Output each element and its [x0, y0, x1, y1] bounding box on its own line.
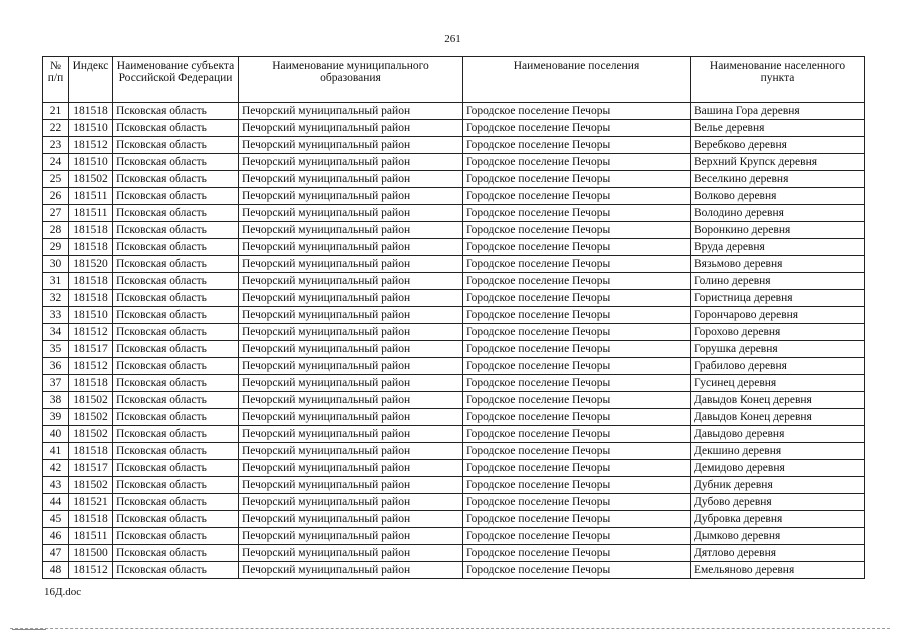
cell-municipality: Печорский муниципальный район: [239, 154, 463, 171]
cell-postal-index: 181518: [69, 511, 113, 528]
cell-federal-subject: Псковская область: [113, 171, 239, 188]
cell-postal-index: 181518: [69, 222, 113, 239]
cell-municipality: Печорский муниципальный район: [239, 222, 463, 239]
cell-row-number: 40: [43, 426, 69, 443]
cell-row-number: 33: [43, 307, 69, 324]
cell-federal-subject: Псковская область: [113, 511, 239, 528]
cell-federal-subject: Псковская область: [113, 392, 239, 409]
cell-federal-subject: Псковская область: [113, 154, 239, 171]
header-postal-index: Индекс: [69, 57, 113, 103]
cell-locality: Дубровка деревня: [691, 511, 865, 528]
cell-federal-subject: Псковская область: [113, 358, 239, 375]
cell-settlement: Городское поселение Печоры: [463, 239, 691, 256]
table-row: [43, 528, 865, 545]
table-row: [43, 222, 865, 239]
cell-postal-index: 181510: [69, 154, 113, 171]
cell-row-number: 39: [43, 409, 69, 426]
cell-postal-index: 181518: [69, 103, 113, 120]
header-federal-subject: Наименование субъекта Российской Федерации: [113, 57, 239, 103]
cell-municipality: Печорский муниципальный район: [239, 273, 463, 290]
cell-locality: Дубник деревня: [691, 477, 865, 494]
cell-row-number: 21: [43, 103, 69, 120]
cell-row-number: 43: [43, 477, 69, 494]
cell-municipality: Печорский муниципальный район: [239, 256, 463, 273]
cell-municipality: Печорский муниципальный район: [239, 528, 463, 545]
cell-settlement: Городское поселение Печоры: [463, 545, 691, 562]
table-row: [43, 137, 865, 154]
cell-federal-subject: Псковская область: [113, 324, 239, 341]
header-locality: Наименование населенного пункта: [691, 57, 865, 103]
cell-row-number: 29: [43, 239, 69, 256]
cell-municipality: Печорский муниципальный район: [239, 290, 463, 307]
table-row: [43, 103, 865, 120]
cell-row-number: 34: [43, 324, 69, 341]
table-row: [43, 477, 865, 494]
cell-postal-index: 181518: [69, 443, 113, 460]
cell-federal-subject: Псковская область: [113, 290, 239, 307]
table-row: [43, 307, 865, 324]
cell-row-number: 26: [43, 188, 69, 205]
cell-row-number: 36: [43, 358, 69, 375]
cell-postal-index: 181518: [69, 273, 113, 290]
cell-federal-subject: Псковская область: [113, 239, 239, 256]
settlements-table: [42, 56, 865, 579]
cell-municipality: Печорский муниципальный район: [239, 307, 463, 324]
cell-federal-subject: Псковская область: [113, 137, 239, 154]
cell-settlement: Городское поселение Печоры: [463, 205, 691, 222]
cell-postal-index: 181518: [69, 290, 113, 307]
table-body: [43, 103, 865, 579]
cell-federal-subject: Псковская область: [113, 273, 239, 290]
cell-locality: Волково деревня: [691, 188, 865, 205]
cell-municipality: Печорский муниципальный район: [239, 103, 463, 120]
table-row: [43, 205, 865, 222]
cell-settlement: Городское поселение Печоры: [463, 528, 691, 545]
cell-federal-subject: Псковская область: [113, 409, 239, 426]
cell-municipality: Печорский муниципальный район: [239, 545, 463, 562]
header-row: [43, 57, 865, 103]
table-row: [43, 188, 865, 205]
cell-locality: Веселкино деревня: [691, 171, 865, 188]
cell-municipality: Печорский муниципальный район: [239, 392, 463, 409]
cell-settlement: Городское поселение Печоры: [463, 392, 691, 409]
file-name: 16Д.doc: [44, 586, 82, 598]
cell-postal-index: 181512: [69, 324, 113, 341]
cell-settlement: Городское поселение Печоры: [463, 460, 691, 477]
cell-settlement: Городское поселение Печоры: [463, 358, 691, 375]
cell-row-number: 31: [43, 273, 69, 290]
table-row: [43, 290, 865, 307]
cell-municipality: Печорский муниципальный район: [239, 137, 463, 154]
cell-municipality: Печорский муниципальный район: [239, 409, 463, 426]
cell-municipality: Печорский муниципальный район: [239, 188, 463, 205]
table-row: [43, 171, 865, 188]
cell-locality: Голино деревня: [691, 273, 865, 290]
table-row: [43, 392, 865, 409]
cell-row-number: 25: [43, 171, 69, 188]
cell-federal-subject: Псковская область: [113, 545, 239, 562]
cell-postal-index: 181511: [69, 205, 113, 222]
cell-federal-subject: Псковская область: [113, 307, 239, 324]
cell-row-number: 45: [43, 511, 69, 528]
cell-postal-index: 181520: [69, 256, 113, 273]
table-row: [43, 511, 865, 528]
cell-postal-index: 181502: [69, 392, 113, 409]
cell-locality: Декшино деревня: [691, 443, 865, 460]
cell-federal-subject: Псковская область: [113, 528, 239, 545]
cell-settlement: Городское поселение Печоры: [463, 409, 691, 426]
cell-postal-index: 181502: [69, 409, 113, 426]
cell-municipality: Печорский муниципальный район: [239, 358, 463, 375]
cell-locality: Вруда деревня: [691, 239, 865, 256]
table-row: [43, 443, 865, 460]
cell-row-number: 32: [43, 290, 69, 307]
cell-locality: Верхний Крупск деревня: [691, 154, 865, 171]
cell-municipality: Печорский муниципальный район: [239, 171, 463, 188]
cell-row-number: 42: [43, 460, 69, 477]
cell-federal-subject: Псковская область: [113, 341, 239, 358]
cell-federal-subject: Псковская область: [113, 188, 239, 205]
scan-edge-line: [10, 628, 890, 629]
cell-postal-index: 181517: [69, 341, 113, 358]
cell-row-number: 41: [43, 443, 69, 460]
cell-federal-subject: Псковская область: [113, 375, 239, 392]
cell-settlement: Городское поселение Печоры: [463, 154, 691, 171]
cell-row-number: 35: [43, 341, 69, 358]
cell-municipality: Печорский муниципальный район: [239, 477, 463, 494]
cell-settlement: Городское поселение Печоры: [463, 103, 691, 120]
cell-postal-index: 181511: [69, 528, 113, 545]
table-row: [43, 120, 865, 137]
cell-locality: Дятлово деревня: [691, 545, 865, 562]
cell-municipality: Печорский муниципальный район: [239, 426, 463, 443]
cell-settlement: Городское поселение Печоры: [463, 562, 691, 579]
cell-settlement: Городское поселение Печоры: [463, 120, 691, 137]
cell-locality: Горончарово деревня: [691, 307, 865, 324]
cell-settlement: Городское поселение Печоры: [463, 171, 691, 188]
cell-settlement: Городское поселение Печоры: [463, 222, 691, 239]
cell-federal-subject: Псковская область: [113, 460, 239, 477]
cell-municipality: Печорский муниципальный район: [239, 205, 463, 222]
cell-locality: Воронкино деревня: [691, 222, 865, 239]
table-row: [43, 426, 865, 443]
cell-postal-index: 181500: [69, 545, 113, 562]
cell-municipality: Печорский муниципальный район: [239, 443, 463, 460]
cell-settlement: Городское поселение Печоры: [463, 256, 691, 273]
cell-row-number: 27: [43, 205, 69, 222]
cell-postal-index: 181502: [69, 171, 113, 188]
cell-locality: Емельяново деревня: [691, 562, 865, 579]
table-row: [43, 341, 865, 358]
cell-postal-index: 181502: [69, 477, 113, 494]
cell-locality: Грабилово деревня: [691, 358, 865, 375]
table-row: [43, 494, 865, 511]
cell-settlement: Городское поселение Печоры: [463, 273, 691, 290]
table-row: [43, 358, 865, 375]
cell-row-number: 28: [43, 222, 69, 239]
cell-federal-subject: Псковская область: [113, 120, 239, 137]
cell-locality: Давыдов Конец деревня: [691, 392, 865, 409]
cell-locality: Вязьмово деревня: [691, 256, 865, 273]
cell-settlement: Городское поселение Печоры: [463, 137, 691, 154]
cell-locality: Вашина Гора деревня: [691, 103, 865, 120]
cell-municipality: Печорский муниципальный район: [239, 375, 463, 392]
header-row-number: № п/п: [43, 57, 69, 103]
cell-postal-index: 181517: [69, 460, 113, 477]
cell-municipality: Печорский муниципальный район: [239, 341, 463, 358]
cell-locality: Давыдов Конец деревня: [691, 409, 865, 426]
table-header: [43, 57, 865, 103]
cell-row-number: 37: [43, 375, 69, 392]
cell-locality: Гусинец деревня: [691, 375, 865, 392]
cell-postal-index: 181502: [69, 426, 113, 443]
cell-federal-subject: Псковская область: [113, 256, 239, 273]
cell-postal-index: 181518: [69, 239, 113, 256]
cell-postal-index: 181512: [69, 137, 113, 154]
cell-settlement: Городское поселение Печоры: [463, 290, 691, 307]
table-row: [43, 273, 865, 290]
table-row: [43, 562, 865, 579]
cell-row-number: 24: [43, 154, 69, 171]
cell-federal-subject: Псковская область: [113, 222, 239, 239]
cell-postal-index: 181512: [69, 358, 113, 375]
cell-locality: Горохово деревня: [691, 324, 865, 341]
table-row: [43, 239, 865, 256]
cell-settlement: Городское поселение Печоры: [463, 341, 691, 358]
cell-settlement: Городское поселение Печоры: [463, 307, 691, 324]
table-row: [43, 409, 865, 426]
cell-postal-index: 181510: [69, 120, 113, 137]
cell-municipality: Печорский муниципальный район: [239, 120, 463, 137]
cell-municipality: Печорский муниципальный район: [239, 494, 463, 511]
cell-locality: Дубово деревня: [691, 494, 865, 511]
table-row: [43, 375, 865, 392]
cell-municipality: Печорский муниципальный район: [239, 562, 463, 579]
table-row: [43, 545, 865, 562]
cell-row-number: 48: [43, 562, 69, 579]
cell-settlement: Городское поселение Печоры: [463, 426, 691, 443]
cell-locality: Володино деревня: [691, 205, 865, 222]
table-row: [43, 460, 865, 477]
cell-municipality: Печорский муниципальный район: [239, 460, 463, 477]
cell-row-number: 46: [43, 528, 69, 545]
cell-locality: Дымково деревня: [691, 528, 865, 545]
scan-edge-mark: [12, 629, 46, 630]
cell-locality: Демидово деревня: [691, 460, 865, 477]
cell-federal-subject: Псковская область: [113, 562, 239, 579]
cell-municipality: Печорский муниципальный район: [239, 511, 463, 528]
cell-locality: Давыдово деревня: [691, 426, 865, 443]
cell-federal-subject: Псковская область: [113, 494, 239, 511]
cell-postal-index: 181511: [69, 188, 113, 205]
cell-settlement: Городское поселение Печоры: [463, 324, 691, 341]
cell-federal-subject: Псковская область: [113, 103, 239, 120]
cell-settlement: Городское поселение Печоры: [463, 443, 691, 460]
cell-locality: Веребково деревня: [691, 137, 865, 154]
cell-row-number: 47: [43, 545, 69, 562]
cell-federal-subject: Псковская область: [113, 443, 239, 460]
cell-federal-subject: Псковская область: [113, 205, 239, 222]
cell-row-number: 38: [43, 392, 69, 409]
header-settlement: Наименование поселения: [463, 57, 691, 103]
cell-locality: Велье деревня: [691, 120, 865, 137]
header-municipality: Наименование муниципального образования: [239, 57, 463, 103]
cell-row-number: 44: [43, 494, 69, 511]
table-row: [43, 324, 865, 341]
cell-postal-index: 181518: [69, 375, 113, 392]
cell-row-number: 22: [43, 120, 69, 137]
cell-settlement: Городское поселение Печоры: [463, 375, 691, 392]
cell-postal-index: 181521: [69, 494, 113, 511]
cell-settlement: Городское поселение Печоры: [463, 494, 691, 511]
cell-settlement: Городское поселение Печоры: [463, 188, 691, 205]
table-row: [43, 154, 865, 171]
cell-row-number: 30: [43, 256, 69, 273]
cell-row-number: 23: [43, 137, 69, 154]
cell-federal-subject: Псковская область: [113, 426, 239, 443]
cell-postal-index: 181510: [69, 307, 113, 324]
cell-settlement: Городское поселение Печоры: [463, 477, 691, 494]
cell-postal-index: 181512: [69, 562, 113, 579]
cell-municipality: Печорский муниципальный район: [239, 324, 463, 341]
cell-municipality: Печорский муниципальный район: [239, 239, 463, 256]
cell-federal-subject: Псковская область: [113, 477, 239, 494]
cell-settlement: Городское поселение Печоры: [463, 511, 691, 528]
cell-locality: Горушка деревня: [691, 341, 865, 358]
page-number: 261: [444, 33, 461, 45]
cell-locality: Гористница деревня: [691, 290, 865, 307]
table-row: [43, 256, 865, 273]
